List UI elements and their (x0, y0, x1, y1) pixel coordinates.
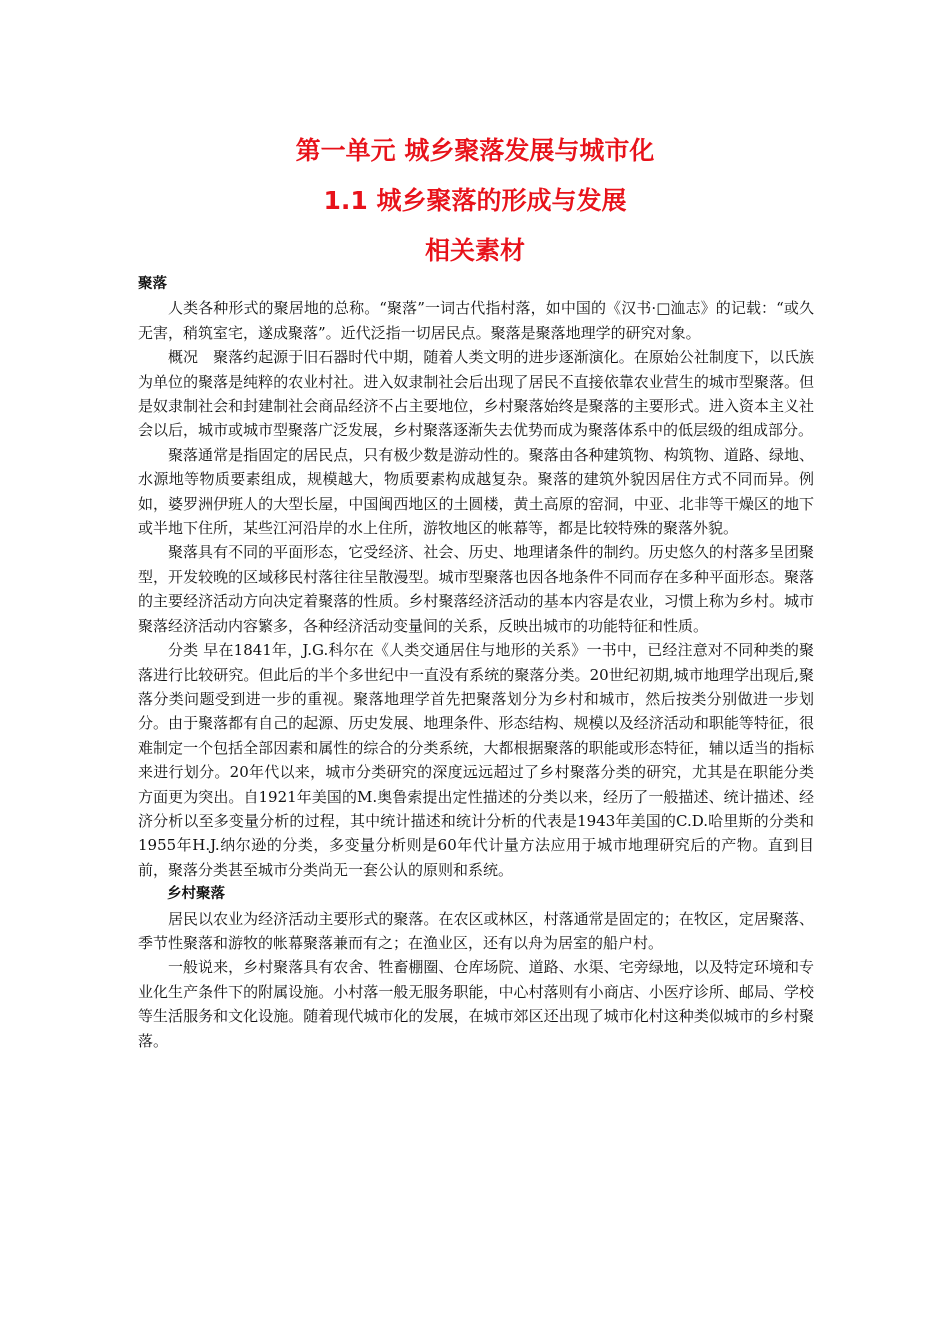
paragraph-composition: 聚落通常是指固定的居民点，只有极少数是游动性的。聚落由各种建筑物、构筑物、道路、绿地、水源地等物质要素组成，规模越大，物质要素构成越复杂。聚落的建筑外貌因居住方式不同而异。例如，婆罗洲伊班人的大型长屋，中国闽西地区的土圆楼，黄土高原的窑洞，中亚、北非等干燥区的地下或半地下住所，某些江河沿岸的水上住所，游牧地区的帐幕等，都是比较特殊的聚落外貌。 (138, 445, 814, 538)
unit-title: 第一单元 城乡聚落发展与城市化 (295, 136, 655, 165)
paragraph-form: 聚落具有不同的平面形态，它受经济、社会、历史、地理诸条件的制约。历史悠久的村落多呈团聚型，开发较晚的区域移民村落往往呈散漫型。城市型聚落也因各地条件不同而存在多种平面形态。聚落的主要经济活动方向决定着聚落的性质。乡村聚落经济活动的基本内容是农业，习惯上称为乡村。城市聚落经济活动内容繁多，各种经济活动变量间的关系，反映出城市的功能特征和性质。 (138, 543, 814, 635)
document-body (138, 272, 814, 1053)
heading-settlement: 聚落 (138, 276, 167, 292)
section-title: 1.1 城乡聚落的形成与发展 (323, 186, 627, 215)
material-title: 相关素材 (424, 236, 525, 265)
paragraph-rural-facilities: 一般说来，乡村聚落具有农舍、牲畜棚圈、仓库场院、道路、水渠、宅旁绿地，以及特定环境和专业化生产条件下的附属设施。小村落一般无服务职能，中心村落则有小商店、小医疗诊所、邮局、学校等生活服务和文化设施。随着现代城市化的发展，在城市郊区还出现了城市化村这种类似城市的乡村聚落。 (138, 958, 814, 1050)
heading-rural-settlement: 乡村聚落 (167, 886, 225, 903)
paragraph-rural-definition: 居民以农业为经济活动主要形式的聚落。在农区或林区，村落通常是固定的；在牧区，定居聚落、季节性聚落和游牧的帐幕聚落兼而有之；在渔业区，还有以舟为居室的船户村。 (138, 909, 814, 952)
paragraph-classification: 分类 早在1841年，J.G.科尔在《人类交通居住与地形的关系》一书中，已经注意对不同种类的聚落进行比较研究。但此后的半个多世纪中一直没有系统的聚落分类。20世纪初期,城市地理学出现后,聚落分类问题受到进一步的重视。聚落地理学首先把聚落划分为乡村和城市，然后按类分别做进一步划分。由于聚落都有自己的起源、历史发展、地理条件、形态结构、规模以及经济活动和职能等特征，很难制定一个包括全部因素和属性的综合的分类系统，大都根据聚落的职能或形态特征，辅以适当的指标来进行划分。20年代以来，城市分类研究的深度远远超过了乡村聚落分类的研究，尤其是在职能分类方面更为突出。自1921年美国的M.奥鲁索提出定性描述的分类以来，经历了一般描述、统计描述、经济分析以至多变量分析的过程，其中统计描述和统计分析的代表是1943年美国的C.D.哈里斯的分类和1955年H.J.纳尔逊的分类，多变量分析则是60年代计量方法应用于城市地理研究后的产物。直到目前，聚落分类甚至城市分类尚无一套公认的原则和系统。 (138, 641, 814, 879)
paragraph-overview: 概况 聚落约起源于旧石器时代中期，随着人类文明的进步逐渐演化。在原始公社制度下，以氏族为单位的聚落是纯粹的农业村社。进入奴隶制社会后出现了居民不直接依靠农业营生的城市型聚落。但是奴隶制社会和封建制社会商品经济不占主要地位，乡村聚落始终是聚落的主要形式。进入资本主义社会以后，城市或城市型聚落广泛发展，乡村聚落逐渐失去优势而成为聚落体系中的低层级的组成部分。 (138, 348, 814, 440)
paragraph-definition: 人类各种形式的聚居地的总称。“聚落”一词古代指村落，如中国的《汉书·□洫志》的记载：“或久无害，稍筑室宅，遂成聚落”。近代泛指一切居民点。聚落是聚落地理学的研究对象。 (138, 299, 814, 342)
